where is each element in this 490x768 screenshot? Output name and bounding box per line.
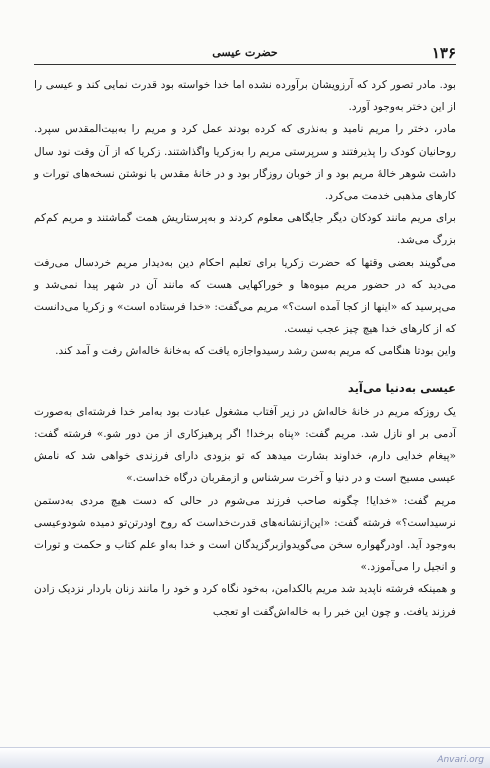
running-title: حضرت عیسی — [212, 46, 278, 59]
paragraph: می‌گویند بعضی وقتها که حضرت زکریا برای تعلیم احکام دین به‌دیدار مریم خردسال می‌رفت می‌دید که در حضور مریم میوه‌ها و خوراکهایی هست که مانند آن در شهر پیدا نمی‌شد و می‌پرسید که «اینها از کجا آمده است؟» مریم می‌گفت: «خدا فرستاده است» و زکریا می‌دانست که از کارهای خدا هیچ چیز عجب نیست. — [34, 256, 456, 336]
paragraph: و همینکه فرشته ناپدید شد مریم بالکدامن، به‌خود نگاه کرد و خود را مانند زنان باردار نزدیک زادن فرزند یافت. و چون این خبر را به خاله‌اش‌گفت او تعجب — [34, 583, 456, 618]
page-header — [34, 44, 456, 65]
footer-bar — [0, 747, 490, 768]
paragraph: بود. مادر تصور کرد که آرزویشان برآورده نشده اما خدا خواسته بود قدرت نمایی کند و عیسی را از این دختر به‌وجود آورد. — [34, 79, 456, 114]
paragraph: مادر، دختر را مریم نامید و به‌نذری که کرده بودند عمل کرد و مریم را به‌بیت‌المقدس سپرد. روحانیان کودک را پذیرفتند و سرپرستی مریم را به‌زکریا واگذاشتند. زکریا که از آن وقت نود سال داشت شوهر خالهٔ مریم بود و از خوبان روزگار بود و در خانهٔ مقدس با نوشتن نسخه‌های تورات و کارهای مذهبی خدمت می‌کرد. — [34, 123, 456, 203]
page-body — [34, 74, 456, 623]
watermark[interactable]: Anvari.org — [437, 755, 484, 765]
page-number: ۱۳۶ — [431, 44, 456, 62]
paragraph: برای مریم مانند کودکان دیگر جایگاهی معلوم کردند و به‌پرستاریش همت گماشتند و مریم کم‌کم بزرگ می‌شد. — [34, 212, 456, 247]
paragraph: مریم گفت: «خدایا! چگونه صاحب فرزند می‌شوم در حالی که دست هیچ مردی به‌دستمن نرسیداست؟» فرشته گفت: «این‌ازنشانه‌های قدرت‌خداست که روح اودرتن‌تو دمیده شودوعیسی به‌وجود آید. اودرگهواره سخن می‌گویدوازبرگزیدگان است و خدا به‌او علم کتاب و حکمت و تورات و انجیل را می‌آموزد.» — [34, 494, 456, 574]
paragraph: واین بودتا هنگامی که مریم به‌سن رشد رسیدواجازه یافت که به‌خانهٔ خاله‌اش رفت و آمد کند. — [55, 345, 456, 358]
section-heading: عیسی به‌دنیا می‌آید — [347, 380, 456, 395]
paragraph: یک روزکه مریم در خانهٔ خاله‌اش در زیر آفتاب مشغول عبادت بود به‌امر خدا فرشته‌ای به‌صورت آدمی بر او نازل شد. مریم گفت: «پناه برخدا! اگر پرهیزکاری از من دور شو.» فرشته گفت: «پیغام خدایی دارم، خداوند بشارت میدهد که تو بزودی دارای فرزندی خواهی شد که نامش عیسی مسیح است و در دنیا و آخرت سرشناس و ازمقربان درگاه خداست.» — [34, 405, 456, 485]
